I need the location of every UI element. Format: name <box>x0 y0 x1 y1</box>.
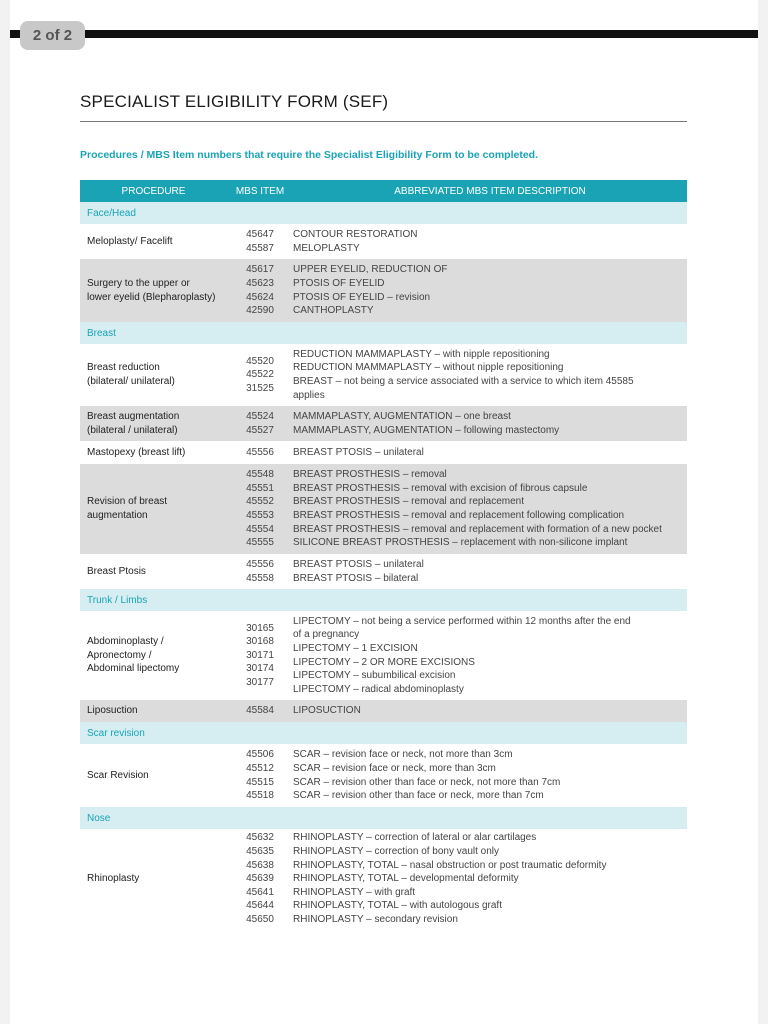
description-cell-line: SCAR – revision face or neck, more than 3cm <box>293 762 496 774</box>
category-row <box>80 722 687 744</box>
top-bar <box>10 30 758 38</box>
procedure-cell-line: Breast reduction <box>87 362 160 374</box>
mbs-item-cell-line: 45512 <box>246 762 274 774</box>
mbs-item-cell-line: 45548 <box>246 469 274 481</box>
description-cell-line: LIPECTOMY – radical abdominoplasty <box>293 683 464 695</box>
mbs-item-cell-line: 45635 <box>246 846 274 858</box>
mbs-item-cell-line: 45647 <box>246 228 274 240</box>
table-row <box>80 224 687 259</box>
description-cell-line: applies <box>293 389 325 401</box>
table-row <box>80 554 687 589</box>
mbs-item-cell-line: 30165 <box>246 622 274 634</box>
mbs-item-cell <box>227 611 293 700</box>
mbs-item-cell-line: 45644 <box>246 900 274 912</box>
description-cell-line: of a pregnancy <box>293 629 360 641</box>
category-row <box>80 202 687 224</box>
mbs-item-cell-line: 45584 <box>246 705 274 717</box>
procedure-cell-line: Meloplasty/ Facelift <box>87 235 173 247</box>
mbs-item-cell-line: 45555 <box>246 537 274 549</box>
mbs-item-cell-line: 45617 <box>246 264 274 276</box>
table-row <box>80 406 687 441</box>
mbs-item-cell-line: 45587 <box>246 242 274 254</box>
procedure-cell <box>80 441 227 464</box>
procedure-cell-line: lower eyelid (Blepharoplasty) <box>87 291 216 303</box>
description-cell-line: BREAST PROSTHESIS – removal <box>293 469 447 481</box>
mbs-item-cell <box>227 344 293 406</box>
procedure-cell-line: Surgery to the upper or <box>87 277 190 289</box>
mbs-item-cell-line: 30177 <box>246 676 274 688</box>
description-cell-line: BREAST PTOSIS – bilateral <box>293 572 419 584</box>
header-procedure: PROCEDURE <box>80 180 227 202</box>
description-cell-line: BREAST PROSTHESIS – removal and replacement with formation of a new pocket <box>293 523 662 535</box>
mbs-item-cell-line: 45556 <box>246 446 274 458</box>
description-cell-line: PTOSIS OF EYELID – revision <box>293 291 431 303</box>
mbs-item-cell <box>227 554 293 589</box>
description-cell-line: BREAST PTOSIS – unilateral <box>293 558 424 570</box>
description-cell-line: BREAST PROSTHESIS – removal and replacement following complication <box>293 510 625 521</box>
mbs-item-cell <box>227 259 293 322</box>
table-row <box>80 344 687 406</box>
description-cell-line: BREAST – not being a service associated with a service to which item 45585 <box>293 376 634 387</box>
description-cell-line: SCAR – revision face or neck, not more than 3cm <box>293 749 513 761</box>
mbs-item-cell-line: 45520 <box>246 355 274 367</box>
table-row <box>80 700 687 722</box>
mbs-item-cell-line: 45518 <box>246 790 274 802</box>
description-cell-line: RHINOPLASTY – secondary revision <box>293 913 458 925</box>
description-cell <box>293 464 687 554</box>
procedure-cell-line: augmentation <box>87 510 148 521</box>
page-indicator: 2 of 2 <box>20 21 85 50</box>
description-cell-line: REDUCTION MAMMAPLASTY – with nipple repositioning <box>293 348 550 360</box>
procedure-cell <box>80 611 227 700</box>
mbs-item-cell-line: 45638 <box>246 859 274 871</box>
description-cell <box>293 344 687 406</box>
category-label: Trunk / Limbs <box>80 589 687 611</box>
description-cell-line: CANTHOPLASTY <box>293 305 374 317</box>
mbs-item-cell-line: 45650 <box>246 913 274 925</box>
mbs-item-cell-line: 45558 <box>246 572 274 584</box>
procedure-cell-line: Abdominoplasty / <box>87 636 164 648</box>
mbs-item-cell-line: 45639 <box>246 873 274 885</box>
page-title: SPECIALIST ELIGIBILITY FORM (SEF) <box>80 92 389 111</box>
mbs-item-cell-line: 45515 <box>246 776 274 788</box>
procedure-cell <box>80 829 227 929</box>
table-row <box>80 259 687 322</box>
description-cell-line: SCAR – revision other than face or neck, not more than 7cm <box>293 776 561 788</box>
procedure-cell-line: Rhinoplasty <box>87 873 140 885</box>
description-cell-line: RHINOPLASTY, TOTAL – nasal obstruction or post traumatic deformity <box>293 859 607 871</box>
mbs-item-cell <box>227 464 293 554</box>
mbs-item-cell-line: 45522 <box>246 369 274 381</box>
description-cell-line: BREAST PTOSIS – unilateral <box>293 446 424 458</box>
mbs-item-cell-line: 45554 <box>246 523 274 535</box>
procedures-table <box>80 180 687 929</box>
procedure-cell <box>80 744 227 807</box>
description-cell-line: LIPECTOMY – 1 EXCISION <box>293 642 418 654</box>
header-mbs-item: MBS ITEM <box>227 180 293 202</box>
description-cell-line: BREAST PROSTHESIS – removal with excision of fibrous capsule <box>293 482 588 494</box>
description-cell-line: SILICONE BREAST PROSTHESIS – replacement with non-silicone implant <box>293 537 628 549</box>
description-cell-line: RHINOPLASTY, TOTAL – developmental deformity <box>293 873 519 885</box>
procedure-cell-line: Apronectomy / <box>87 649 152 661</box>
intro-text: Procedures / MBS Item numbers that require the Specialist Eligibility Form to be completed. <box>80 149 539 161</box>
mbs-item-cell-line: 45556 <box>246 558 274 570</box>
mbs-item-cell-line: 45551 <box>246 482 274 494</box>
procedure-cell-line: (bilateral / unilateral) <box>87 424 178 436</box>
description-cell-line: LIPECTOMY – subumbilical excision <box>293 670 456 682</box>
description-cell <box>293 829 687 929</box>
category-row <box>80 589 687 611</box>
description-cell <box>293 259 687 322</box>
description-cell-line: LIPECTOMY – 2 OR MORE EXCISIONS <box>293 656 475 668</box>
description-cell <box>293 611 687 700</box>
procedure-cell <box>80 224 227 259</box>
description-cell-line: UPPER EYELID, REDUCTION OF <box>293 264 448 276</box>
title-divider <box>80 121 687 122</box>
mbs-item-cell-line: 30174 <box>246 663 274 675</box>
procedure-cell-line: Revision of breast <box>87 496 168 508</box>
category-row <box>80 807 687 829</box>
mbs-item-cell-line: 31525 <box>246 382 274 394</box>
description-cell-line: PTOSIS OF EYELID <box>293 277 385 289</box>
mbs-item-cell <box>227 406 293 441</box>
mbs-item-cell <box>227 441 293 464</box>
description-cell-line: RHINOPLASTY, TOTAL – with autologous graft <box>293 900 502 912</box>
description-cell-line: MAMMAPLASTY, AUGMENTATION – one breast <box>293 410 511 422</box>
procedure-cell-line: Liposuction <box>87 705 138 717</box>
description-cell-line: LIPECTOMY – not being a service performed within 12 months after the end <box>293 615 631 627</box>
procedure-cell-line: Abdominal lipectomy <box>87 663 180 675</box>
procedure-cell <box>80 700 227 722</box>
table-row <box>80 441 687 464</box>
mbs-item-cell <box>227 744 293 807</box>
mbs-item-cell-line: 42590 <box>246 305 274 317</box>
description-cell <box>293 554 687 589</box>
table-body <box>80 202 687 929</box>
mbs-item-cell-line: 45552 <box>246 496 274 508</box>
category-label: Face/Head <box>80 202 687 224</box>
description-cell-line: MAMMAPLASTY, AUGMENTATION – following mastectomy <box>293 424 560 436</box>
table-header-row <box>80 180 687 202</box>
procedure-cell <box>80 406 227 441</box>
description-cell <box>293 224 687 259</box>
category-label: Scar revision <box>80 722 687 744</box>
category-row <box>80 322 687 344</box>
description-cell-line: RHINOPLASTY – correction of bony vault only <box>293 846 500 858</box>
procedure-cell-line: Mastopexy (breast lift) <box>87 446 186 458</box>
description-cell-line: REDUCTION MAMMAPLASTY – without nipple repositioning <box>293 362 564 374</box>
procedure-cell-line: Breast Ptosis <box>87 565 146 577</box>
description-cell-line: MELOPLASTY <box>293 242 360 254</box>
mbs-item-cell-line: 45524 <box>246 410 274 422</box>
category-label: Breast <box>80 322 687 344</box>
description-cell <box>293 441 687 464</box>
mbs-item-cell-line: 45527 <box>246 424 274 436</box>
description-cell <box>293 406 687 441</box>
procedure-cell <box>80 554 227 589</box>
procedure-cell <box>80 464 227 554</box>
description-cell-line: RHINOPLASTY – with graft <box>293 886 416 898</box>
description-cell-line: LIPOSUCTION <box>293 705 361 717</box>
mbs-item-cell-line: 45632 <box>246 832 274 844</box>
mbs-item-cell <box>227 224 293 259</box>
procedure-cell-line: (bilateral/ unilateral) <box>87 376 175 387</box>
table-row <box>80 744 687 807</box>
mbs-item-cell-line: 30171 <box>246 649 274 661</box>
mbs-item-cell-line: 45624 <box>246 291 274 303</box>
mbs-item-cell-line: 30168 <box>246 636 274 648</box>
procedure-cell <box>80 344 227 406</box>
mbs-item-cell <box>227 829 293 929</box>
mbs-item-cell-line: 45553 <box>246 510 274 521</box>
description-cell <box>293 744 687 807</box>
description-cell-line: CONTOUR RESTORATION <box>293 228 418 240</box>
procedure-cell-line: Scar Revision <box>87 769 149 781</box>
mbs-item-cell-line: 45641 <box>246 886 274 898</box>
table-row <box>80 611 687 700</box>
table-row <box>80 464 687 554</box>
mbs-item-cell <box>227 700 293 722</box>
description-cell-line: SCAR – revision other than face or neck, more than 7cm <box>293 790 544 802</box>
description-cell <box>293 700 687 722</box>
mbs-item-cell-line: 45506 <box>246 749 274 761</box>
description-cell-line: BREAST PROSTHESIS – removal and replacement <box>293 496 525 508</box>
table-row <box>80 829 687 929</box>
procedure-cell-line: Breast augmentation <box>87 410 180 422</box>
category-label: Nose <box>80 807 687 829</box>
procedure-cell <box>80 259 227 322</box>
description-cell-line: RHINOPLASTY – correction of lateral or alar cartilages <box>293 832 537 844</box>
mbs-item-cell-line: 45623 <box>246 277 274 289</box>
header-description: ABBREVIATED MBS ITEM DESCRIPTION <box>293 180 687 202</box>
